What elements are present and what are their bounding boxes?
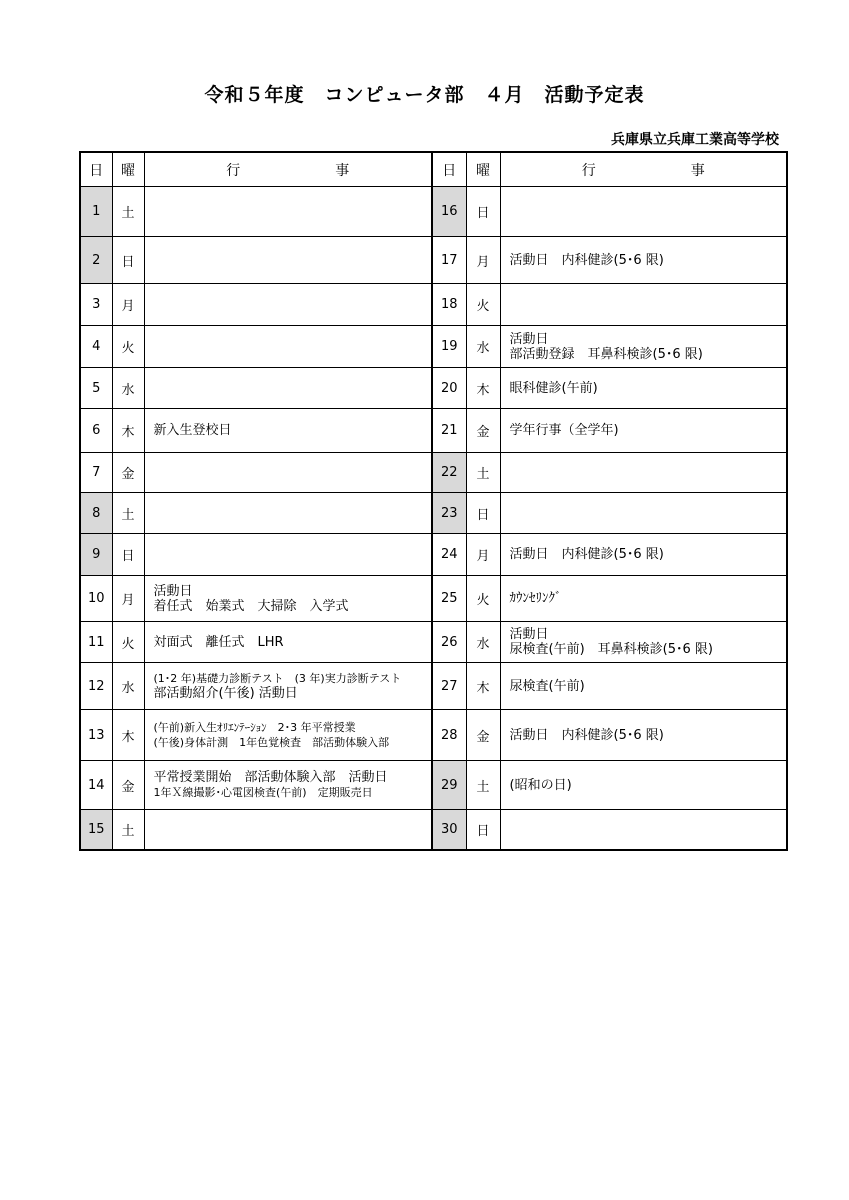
header-event-2: 事 — [335, 162, 350, 179]
schedule-body — [80, 187, 787, 850]
event-line: 尿検査(午前) — [509, 678, 585, 694]
day-cell: 29 — [432, 761, 466, 810]
table-row — [80, 576, 787, 622]
event-cell — [500, 663, 787, 710]
event-cell — [500, 534, 787, 576]
weekday-cell: 土 — [466, 453, 500, 493]
event-line: 活動日 — [153, 583, 193, 599]
event-line: 活動日 — [509, 627, 549, 642]
event-cell — [500, 237, 787, 284]
weekday-cell: 土 — [112, 810, 144, 850]
weekday-cell: 月 — [466, 534, 500, 576]
table-row — [80, 284, 787, 326]
event-cell — [144, 326, 432, 368]
weekday-cell: 金 — [466, 710, 500, 761]
header-event-1: 行 — [226, 162, 241, 179]
table-row — [80, 187, 787, 237]
weekday-cell: 日 — [466, 187, 500, 237]
event-cell — [500, 409, 787, 453]
day-cell: 3 — [80, 284, 112, 326]
event-cell — [144, 453, 432, 493]
weekday-cell: 火 — [466, 284, 500, 326]
event-line: 新入生登校日 — [153, 423, 232, 438]
weekday-cell: 水 — [466, 326, 500, 368]
event-cell — [144, 237, 432, 284]
event-line: 着任式 始業式 大掃除 入学式 — [153, 598, 349, 614]
day-cell: 17 — [432, 237, 466, 284]
page-title: 令和５年度 コンピュータ部 ４月 活動予定表 — [204, 84, 645, 106]
table-row — [80, 409, 787, 453]
event-cell — [144, 622, 432, 663]
weekday-cell: 土 — [466, 761, 500, 810]
day-cell: 16 — [432, 187, 466, 237]
weekday-cell: 木 — [466, 663, 500, 710]
header-day: 日 — [80, 152, 112, 187]
weekday-cell: 火 — [112, 326, 144, 368]
event-line: 平常授業開始 部活動体験入部 活動日 — [153, 770, 388, 785]
day-cell: 1 — [80, 187, 112, 237]
weekday-cell: 月 — [112, 576, 144, 622]
event-cell — [144, 761, 432, 810]
event-cell — [144, 368, 432, 409]
event-cell — [144, 810, 432, 850]
table-row — [80, 368, 787, 409]
day-cell: 30 — [432, 810, 466, 850]
day-cell: 21 — [432, 409, 466, 453]
day-cell: 19 — [432, 326, 466, 368]
weekday-cell: 月 — [112, 284, 144, 326]
event-cell — [500, 326, 787, 368]
event-cell — [500, 453, 787, 493]
weekday-cell: 日 — [466, 493, 500, 534]
event-cell — [500, 576, 787, 622]
weekday-cell: 月 — [466, 237, 500, 284]
event-line: 尿検査(午前) 耳鼻科検診(5･6 限) — [509, 642, 713, 657]
weekday-cell: 日 — [112, 534, 144, 576]
event-line: ｶｳﾝｾﾘﾝｸﾞ — [509, 591, 562, 606]
weekday-cell: 木 — [112, 710, 144, 761]
event-cell — [144, 493, 432, 534]
day-cell: 18 — [432, 284, 466, 326]
event-cell — [500, 493, 787, 534]
table-row — [80, 237, 787, 284]
event-line: (1･2 年)基礎力診断テスト (3 年)実力診断テスト — [153, 672, 402, 685]
header-event-1: 行 — [581, 162, 596, 179]
day-cell: 5 — [80, 368, 112, 409]
table-row — [80, 534, 787, 576]
day-cell: 28 — [432, 710, 466, 761]
event-line: (昭和の日) — [509, 777, 572, 793]
table-row — [80, 663, 787, 710]
event-cell — [500, 810, 787, 850]
event-line: 対面式 離任式 LHR — [153, 634, 284, 650]
weekday-cell: 水 — [112, 663, 144, 710]
event-line: (午後)身体計測 1年色覚検査 部活動体験入部 — [153, 736, 390, 749]
day-cell: 8 — [80, 493, 112, 534]
day-cell: 4 — [80, 326, 112, 368]
event-cell — [500, 761, 787, 810]
day-cell: 10 — [80, 576, 112, 622]
event-cell — [144, 187, 432, 237]
schedule-table — [79, 151, 788, 851]
table-row — [80, 761, 787, 810]
header-weekday: 曜 — [466, 152, 500, 187]
event-cell — [144, 576, 432, 622]
event-cell — [500, 187, 787, 237]
weekday-cell: 金 — [112, 761, 144, 810]
weekday-cell: 水 — [112, 368, 144, 409]
day-cell: 9 — [80, 534, 112, 576]
table-row — [80, 493, 787, 534]
event-cell — [144, 534, 432, 576]
day-cell: 24 — [432, 534, 466, 576]
event-cell — [144, 284, 432, 326]
event-cell — [144, 710, 432, 761]
day-cell: 25 — [432, 576, 466, 622]
weekday-cell: 火 — [112, 622, 144, 663]
table-header-row — [80, 152, 787, 187]
event-line: 活動日 内科健診(5･6 限) — [509, 252, 664, 268]
event-cell — [144, 663, 432, 710]
header-event-2: 事 — [690, 162, 705, 179]
header-day: 日 — [432, 152, 466, 187]
weekday-cell: 火 — [466, 576, 500, 622]
day-cell: 26 — [432, 622, 466, 663]
weekday-cell: 土 — [112, 493, 144, 534]
weekday-cell: 木 — [112, 409, 144, 453]
event-line: 学年行事（全学年) — [509, 423, 619, 438]
event-line: (午前)新入生ｵﾘｴﾝﾃｰｼｮﾝ 2･3 年平常授業 — [153, 721, 356, 734]
day-cell: 22 — [432, 453, 466, 493]
event-line: 1年Ｘ線撮影･心電図検査(午前) 定期販売日 — [153, 786, 373, 799]
event-line: 部活動登録 耳鼻科検診(5･6 限) — [509, 346, 703, 362]
event-cell — [500, 368, 787, 409]
weekday-cell: 日 — [112, 237, 144, 284]
day-cell: 6 — [80, 409, 112, 453]
table-row — [80, 622, 787, 663]
table-row — [80, 453, 787, 493]
event-cell — [500, 710, 787, 761]
header-event — [500, 152, 787, 187]
event-cell — [500, 622, 787, 663]
weekday-cell: 金 — [466, 409, 500, 453]
weekday-cell: 日 — [466, 810, 500, 850]
weekday-cell: 金 — [112, 453, 144, 493]
header-weekday: 曜 — [112, 152, 144, 187]
event-line: 活動日 内科健診(5･6 限) — [509, 727, 664, 743]
table-row — [80, 710, 787, 761]
event-cell — [144, 409, 432, 453]
day-cell: 23 — [432, 493, 466, 534]
weekday-cell: 木 — [466, 368, 500, 409]
day-cell: 13 — [80, 710, 112, 761]
day-cell: 20 — [432, 368, 466, 409]
day-cell: 12 — [80, 663, 112, 710]
table-row — [80, 810, 787, 850]
event-cell — [500, 284, 787, 326]
weekday-cell: 土 — [112, 187, 144, 237]
event-line: 活動日 内科健診(5･6 限) — [509, 547, 664, 562]
day-cell: 11 — [80, 622, 112, 663]
day-cell: 27 — [432, 663, 466, 710]
day-cell: 7 — [80, 453, 112, 493]
event-line: 眼科健診(午前) — [509, 380, 598, 396]
school-name: 兵庫県立兵庫工業高等学校 — [611, 132, 779, 148]
event-line: 活動日 — [509, 331, 549, 347]
header-event — [144, 152, 432, 187]
event-line: 部活動紹介(午後) 活動日 — [153, 686, 298, 701]
weekday-cell: 水 — [466, 622, 500, 663]
day-cell: 14 — [80, 761, 112, 810]
table-row — [80, 326, 787, 368]
day-cell: 15 — [80, 810, 112, 850]
day-cell: 2 — [80, 237, 112, 284]
